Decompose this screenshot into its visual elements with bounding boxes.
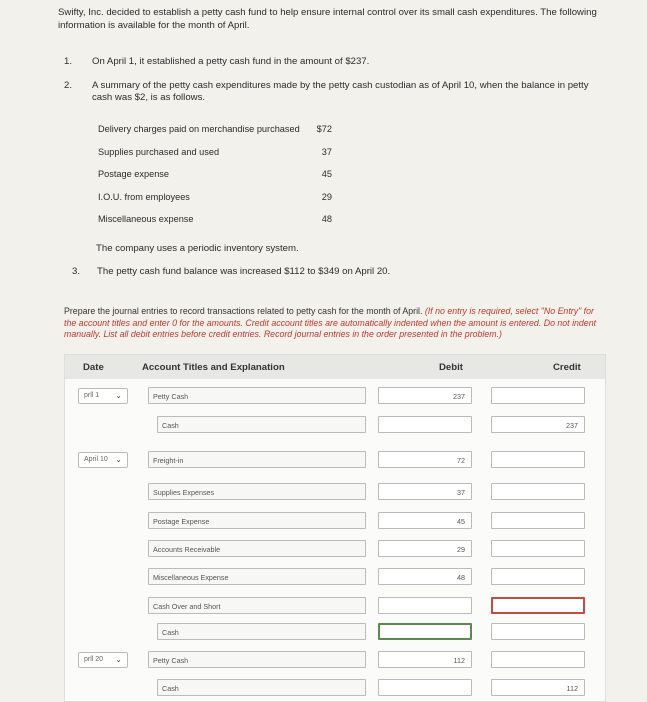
chevron-down-icon: ⌄ xyxy=(115,455,122,464)
credit-input[interactable] xyxy=(491,512,585,529)
credit-input[interactable] xyxy=(491,483,585,500)
credit-input[interactable] xyxy=(491,568,585,585)
date-select[interactable]: prll 20 ⌄ xyxy=(78,652,128,668)
expenditure-value: $72 xyxy=(316,124,332,134)
debit-input[interactable]: 112 xyxy=(378,651,472,668)
account-input[interactable]: Cash Over and Short xyxy=(148,597,366,614)
instructions-text: Prepare the journal entries to record transactions related to petty cash for the month of April. xyxy=(64,306,423,316)
expenditure-value: 37 xyxy=(321,147,332,157)
account-input[interactable]: Supplies Expenses xyxy=(148,483,366,500)
item-number: 3. xyxy=(72,266,81,277)
expenditure-label: Supplies purchased and used xyxy=(98,147,220,157)
account-input[interactable]: Cash xyxy=(157,416,366,433)
problem-intro: Swifty, Inc. decided to establish a petty cash fund to help ensure internal control over its small cash expenditures. The following information is available for the month of April. xyxy=(58,7,597,31)
item-number: 2. xyxy=(64,80,73,91)
debit-input[interactable]: 48 xyxy=(378,568,472,585)
instructions xyxy=(64,306,604,341)
debit-input[interactable]: 29 xyxy=(378,540,472,557)
expenditure-label: Miscellaneous expense xyxy=(98,214,194,224)
credit-input[interactable] xyxy=(491,623,585,640)
debit-input[interactable] xyxy=(378,416,472,433)
credit-input[interactable] xyxy=(491,651,585,668)
chevron-down-icon: ⌄ xyxy=(115,655,122,664)
credit-input[interactable] xyxy=(491,387,585,404)
account-input[interactable]: Cash xyxy=(157,623,366,640)
expenditure-value: 48 xyxy=(321,214,332,224)
header-account: Account Titles and Explanation xyxy=(142,362,285,373)
journal-table xyxy=(64,354,606,702)
account-input[interactable]: Miscellaneous Expense xyxy=(148,568,366,585)
table-header xyxy=(65,355,605,379)
debit-input[interactable] xyxy=(378,597,472,614)
header-debit: Debit xyxy=(439,362,463,373)
date-select[interactable]: prll 1 ⌄ xyxy=(78,388,128,404)
account-input[interactable]: Cash xyxy=(157,679,366,696)
expenditure-label: Postage expense xyxy=(98,169,170,179)
periodic-note: The company uses a periodic inventory system. xyxy=(96,243,299,254)
credit-input[interactable] xyxy=(491,451,585,468)
item-number: 1. xyxy=(64,56,73,67)
debit-input[interactable]: 45 xyxy=(378,512,472,529)
expenditure-label: Delivery charges paid on merchandise purchased xyxy=(98,124,300,134)
expenditure-value: 29 xyxy=(321,192,332,202)
debit-input[interactable]: 37 xyxy=(378,483,472,500)
account-input[interactable]: Petty Cash xyxy=(148,387,366,404)
account-input[interactable]: Postage Expense xyxy=(148,512,366,529)
account-input[interactable]: Freight-in xyxy=(148,451,366,468)
header-date: Date xyxy=(83,362,104,373)
debit-input[interactable] xyxy=(378,623,472,640)
item-text: On April 1, it established a petty cash fund in the amount of $237. xyxy=(92,56,370,67)
credit-input[interactable]: 112 xyxy=(491,679,585,696)
account-input[interactable]: Accounts Receivable xyxy=(148,540,366,557)
debit-input[interactable] xyxy=(378,679,472,696)
account-input[interactable]: Petty Cash xyxy=(148,651,366,668)
header-credit: Credit xyxy=(553,362,581,373)
item-text: The petty cash fund balance was increased $112 to $349 on April 20. xyxy=(97,266,391,277)
instructions-note: (If no entry is required, select "No Entry" for the account titles and enter 0 for the amounts. Credit account titles are automatically indented when the amount is entered. Do not indent manually. List all debit entries before credit entries. Record journal entries in the order presented in the problem.) xyxy=(64,306,597,339)
expenditure-label: I.O.U. from employees xyxy=(98,192,190,202)
credit-input[interactable] xyxy=(491,540,585,557)
chevron-down-icon: ⌄ xyxy=(115,391,122,400)
item-text: A summary of the petty cash expenditures made by the petty cash custodian as of April 10, when the balance in petty cash was $2, is as follows. xyxy=(92,80,589,103)
credit-input[interactable] xyxy=(491,597,585,614)
credit-input[interactable]: 237 xyxy=(491,416,585,433)
debit-input[interactable]: 72 xyxy=(378,451,472,468)
date-select[interactable]: April 10 ⌄ xyxy=(78,452,128,468)
expenditure-value: 45 xyxy=(321,169,332,179)
debit-input[interactable]: 237 xyxy=(378,387,472,404)
